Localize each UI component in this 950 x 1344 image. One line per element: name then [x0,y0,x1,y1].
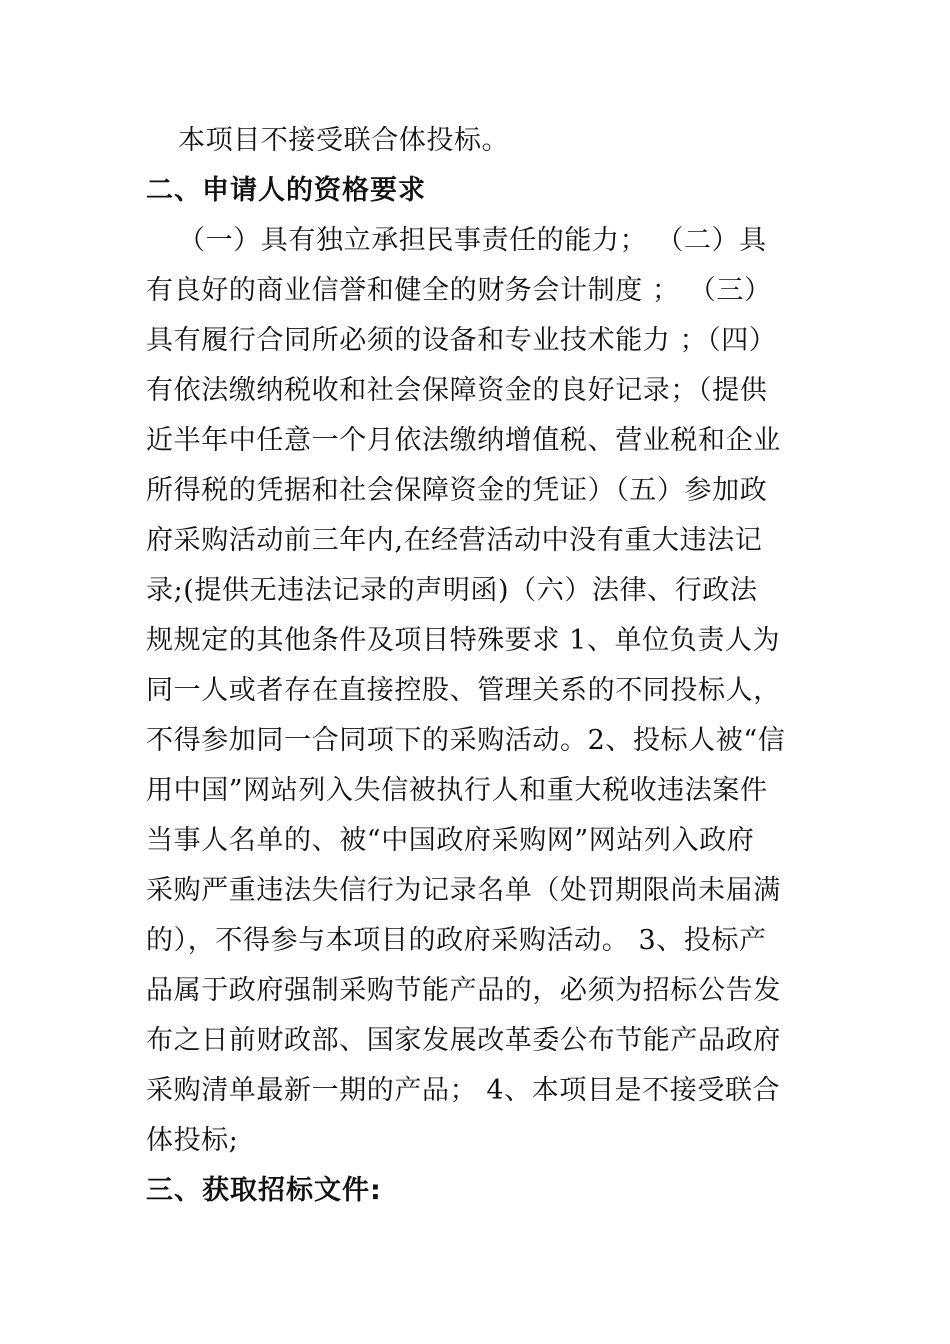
paragraph-line: 有良好的商业信誉和健全的财务会计制度 ； （三） [146,275,772,306]
paragraph-line: 采购严重违法失信行为记录名单（处罚期限尚未届满 [146,875,781,906]
paragraph-line: 具有履行合同所必须的设备和专业技术能力 ；（四） [146,325,777,356]
section-heading-qualifications: 二、申请人的资格要求 [146,175,426,206]
paragraph-line: 采购清单最新一期的产品； 4、本项目是不接受联合 [146,1075,781,1106]
paragraph-line: 品属于政府强制采购节能产品的，必须为招标公告发 [146,975,781,1006]
paragraph-line: 所得税的凭据和社会保障资金的凭证）（五）参加政 [146,475,768,506]
paragraph-line: 录;(提供无违法记录的声明函)（六）法律、行政法 [146,575,758,606]
paragraph-line: 不得参加同一合同项下的采购活动。2、投标人被“信 [146,725,786,756]
paragraph-line: 有依法缴纳税收和社会保障资金的良好记录；（提供 [146,375,768,406]
paragraph-line: 用中国”网站列入失信被执行人和重大税收违法案件 [146,775,768,806]
paragraph-line: 的），不得参与本项目的政府采购活动。 3、投标产 [146,925,767,956]
paragraph-line: 当事人名单的、被“中国政府采购网”网站列入政府 [146,825,755,856]
paragraph-line: 体投标; [146,1125,239,1156]
paragraph-line: （一）具有独立承担民事责任的能力； （二）具 [178,225,767,256]
paragraph-line: 府采购活动前三年内,在经营活动中没有重大违法记 [146,525,763,556]
paragraph-line: 规规定的其他条件及项目特殊要求 1、单位负责人为 [146,625,781,656]
section-heading-obtain-documents: 三、获取招标文件: [146,1175,382,1206]
paragraph-line: 同一人或者存在直接控股、管理关系的不同投标人， [146,675,781,706]
intro-paragraph: 本项目不接受联合体投标。 [178,125,510,156]
paragraph-line: 近半年中任意一个月依法缴纳增值税、营业税和企业 [146,425,781,456]
paragraph-line: 布之日前财政部、国家发展改革委公布节能产品政府 [146,1025,781,1056]
